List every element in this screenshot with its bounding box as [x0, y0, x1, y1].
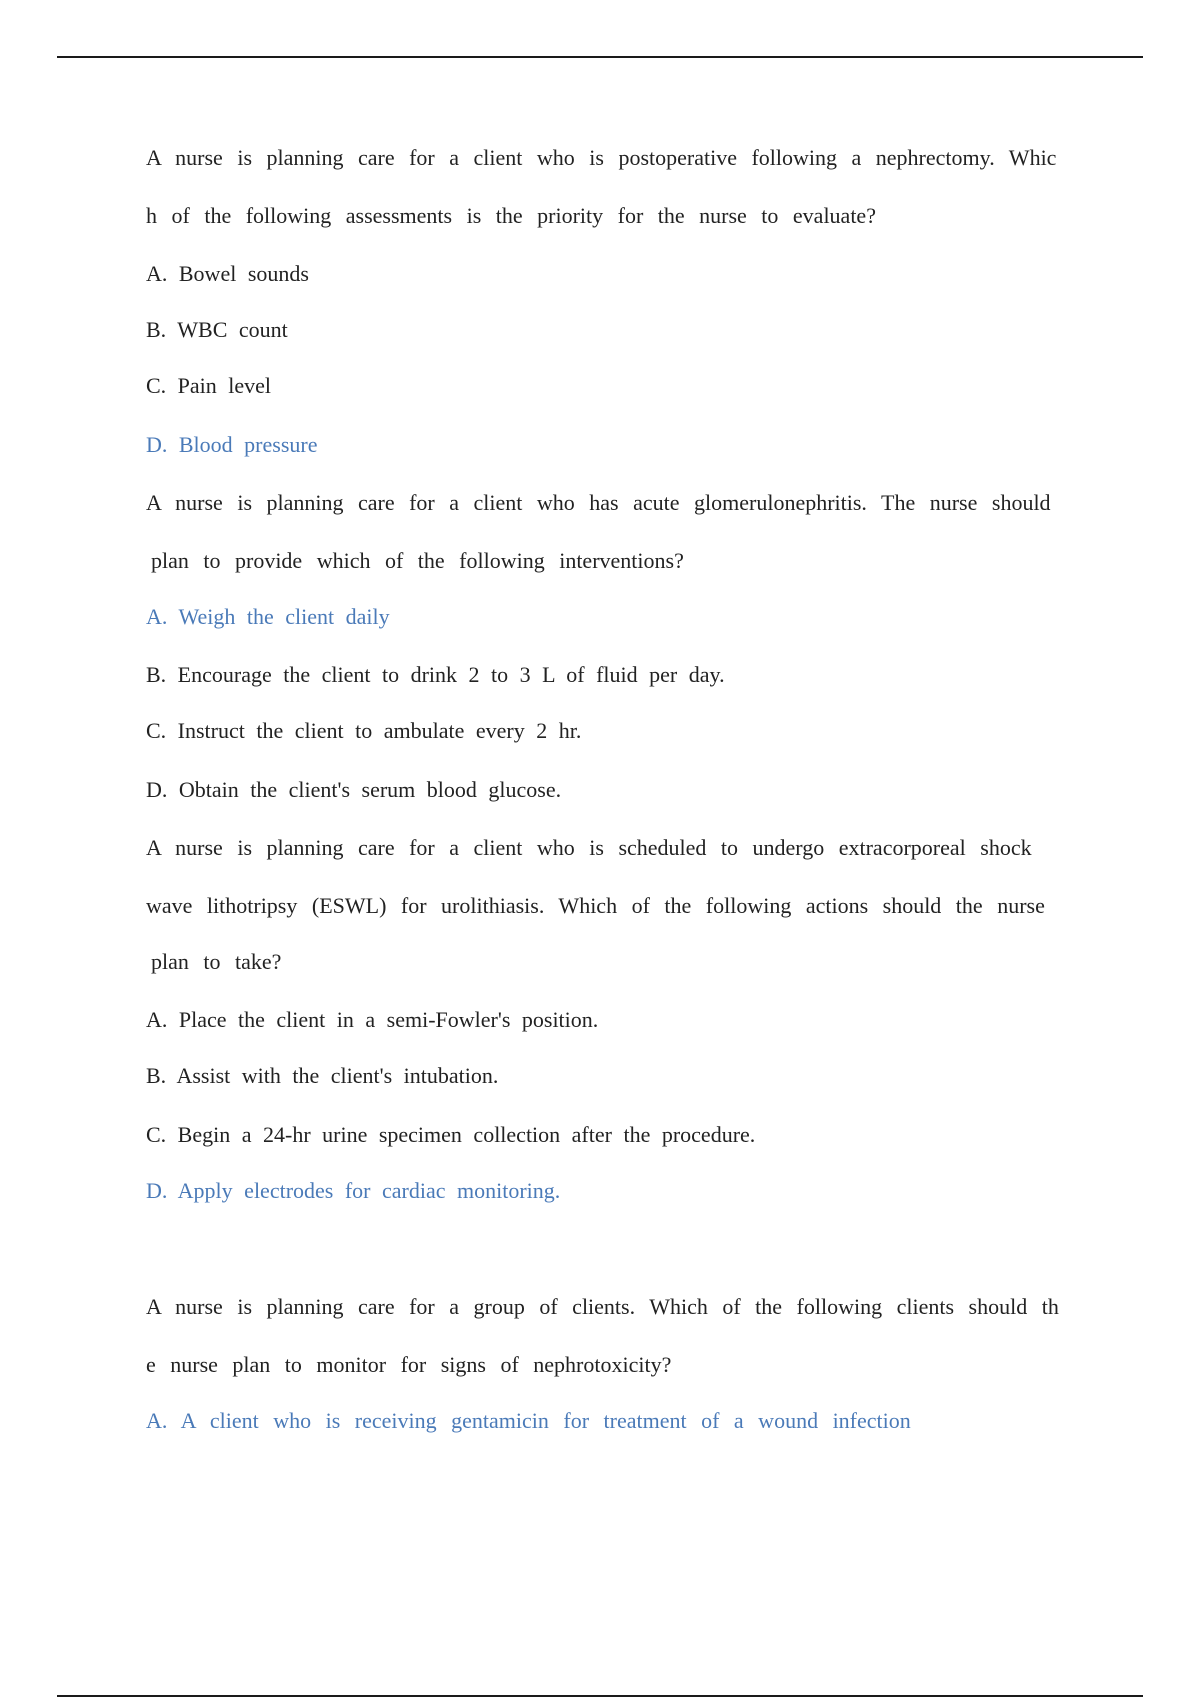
footer-rule	[57, 1695, 1143, 1697]
question-2-option-d: D. Obtain the client's serum blood glucose.	[146, 777, 562, 802]
question-1-option-a: A. Bowel sounds	[146, 261, 309, 286]
question-2-option-b: B. Encourage the client to drink 2 to 3 L of fluid per day.	[146, 662, 725, 687]
question-3-stem-line-2: wave lithotripsy (ESWL) for urolithiasis. Which of the following actions should the nurse	[146, 893, 1045, 918]
question-2-option-a-correct: A. Weigh the client daily	[146, 604, 390, 629]
question-3-option-c: C. Begin a 24-hr urine specimen collection after the procedure.	[146, 1122, 756, 1147]
header-rule	[57, 56, 1143, 58]
question-3-option-b: B. Assist with the client's intubation.	[146, 1063, 499, 1088]
question-1-stem-line-1: A nurse is planning care for a client who is postoperative following a nephrectomy. Whic	[146, 145, 1057, 170]
question-1-stem-line-2: h of the following assessments is the priority for the nurse to evaluate?	[146, 203, 876, 228]
question-2-option-c: C. Instruct the client to ambulate every 2 hr.	[146, 718, 582, 743]
question-3-option-d-correct: D. Apply electrodes for cardiac monitoring.	[146, 1178, 561, 1203]
question-1-option-b: B. WBC count	[146, 317, 288, 342]
question-4-stem-line-2: e nurse plan to monitor for signs of nephrotoxicity?	[146, 1352, 672, 1377]
question-2-stem-line-2: plan to provide which of the following interventions?	[151, 548, 684, 573]
question-3-stem-line-3: plan to take?	[151, 949, 282, 974]
question-4-stem-line-1: A nurse is planning care for a group of clients. Which of the following clients should th	[146, 1294, 1059, 1319]
question-2-stem-line-1: A nurse is planning care for a client who has acute glomerulonephritis. The nurse should	[146, 490, 1051, 515]
question-1-option-d-correct: D. Blood pressure	[146, 432, 318, 457]
question-4-option-a-correct: A. A client who is receiving gentamicin for treatment of a wound infection	[146, 1408, 911, 1433]
question-3-stem-line-1: A nurse is planning care for a client who is scheduled to undergo extracorporeal shock	[146, 835, 1032, 860]
question-1-option-c: C. Pain level	[146, 373, 272, 398]
question-3-option-a: A. Place the client in a semi-Fowler's position.	[146, 1007, 599, 1032]
